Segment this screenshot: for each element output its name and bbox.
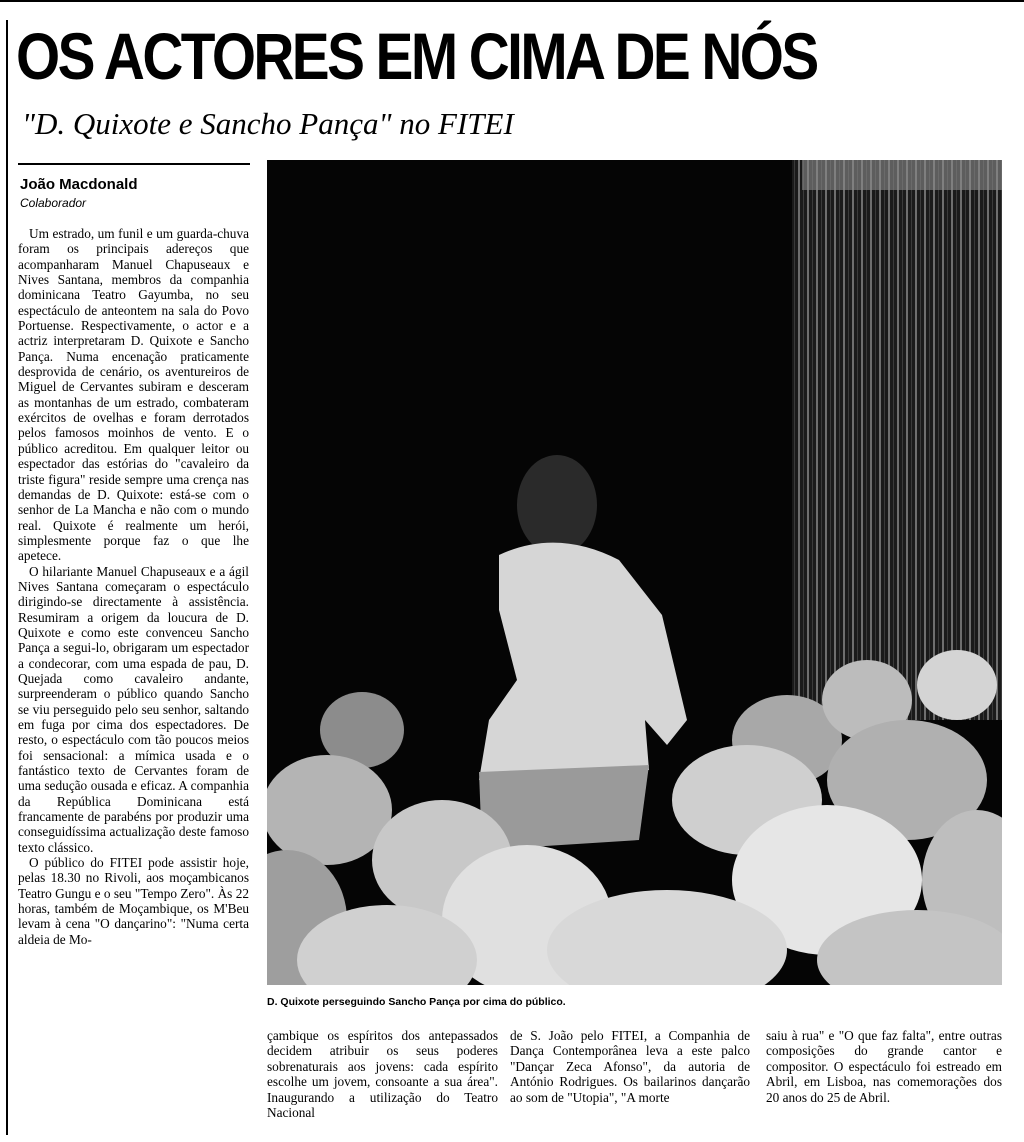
photo-illustration <box>267 160 1002 985</box>
paragraph-3: O público do FITEI pode assistir hoje, pelas 18.30 no Rivoli, aos moçambicanos Teatro Gungu e o seu "Tempo Zero". Às 22 horas, também de Moçambique, os M'Beu levam à cena "O dançarino": "Numa certa aldeia de Mo- <box>18 855 249 947</box>
left-rule <box>6 20 8 1135</box>
author-role: Colaborador <box>20 196 87 210</box>
column-2-text: çambique os espíritos dos antepassados decidem atribuir os seus poderes sobrenaturais aos jovens: cada espírito escolhe um jovem, consoante a sua área". Inaugurando a utilização do Teatro Nacional <box>267 1028 498 1121</box>
column-4-text: saiu à rua" e "O que faz falta", entre outras composições do grande cantor e compositor. O espectáculo foi estreado em Abril, em Lisboa, nas comemorações dos 20 anos do 25 de Abril. <box>766 1028 1002 1105</box>
paragraph-2: O hilariante Manuel Chapuseaux e a ágil Nives Santana começaram o espectáculo dirigindo-se directamente à assistência. Resumiram a origem da loucura de D. Quixote e como este convenceu Sancho Pança a segui-lo, obrigaram um espectador a condecorar, com uma espada de pau, D. Quejada como cavaleiro andante, surpreenderam o público quando Sancho se viu perseguido pelo seu senhor, saltando em fuga por cima dos espectadores. De resto, o espectáculo com tão poucos meios foi sensacional: a mímica usada e o fantástico texto de Cervantes foram de uma sedução ousada e eficaz. A companhia da República Dominicana está francamente de parabéns por produzir uma conseguidíssima actualização deste famoso texto clássico. <box>18 563 249 855</box>
article-photo <box>267 160 1002 985</box>
article-column-1 <box>18 226 249 1138</box>
top-rule <box>0 0 1024 2</box>
stage-curtain <box>792 160 1002 720</box>
subheadline: "D. Quixote e Sancho Pança" no FITEI <box>22 106 514 141</box>
article-column-4 <box>766 1028 1002 1134</box>
photo-caption: D. Quixote perseguindo Sancho Pança por cima do público. <box>267 996 566 1008</box>
headline: OS ACTORES EM CIMA DE NÓS <box>16 19 817 93</box>
column-3-text: de S. João pelo FITEI, a Companhia de Dança Contemporânea leva a este palco "Dançar Zeca Afonso", da autoria de António Rodrigues. Os bailarinos dançarão ao som de "Utopia", "A morte <box>510 1028 750 1105</box>
article-column-3 <box>510 1028 750 1134</box>
author-name: João Macdonald <box>20 176 138 193</box>
byline-rule <box>18 163 250 165</box>
article-column-2 <box>267 1028 498 1134</box>
actor-head <box>517 455 597 555</box>
paragraph-1: Um estrado, um funil e um guarda-chuva foram os principais adereços que acompanharam Manuel Chapuseaux e Nives Santana, membros da companhia dominicana Teatro Gayumba, no seu espectáculo de anteontem na sala do Povo Portuense. Respectivamente, o actor e a actriz interpretaram D. Quixote e Sancho Pança. Numa encenação praticamente desprovida de cenário, os aventureiros de Miguel de Cervantes subiram e desceram as montanhas de um estrado, combateram exércitos de ovelhas e foram derrotados pelos famosos moinhos de vento. E o público acreditou. Em qualquer leitor ou espectador das estórias do "cavaleiro da triste figura" reside sempre uma crença nas demandas de D. Quixote: está-se com o senhor de La Mancha e não com o mundo real. Quixote é realmente um herói, simplesmente porque faz o que lhe apetece. <box>18 226 249 564</box>
